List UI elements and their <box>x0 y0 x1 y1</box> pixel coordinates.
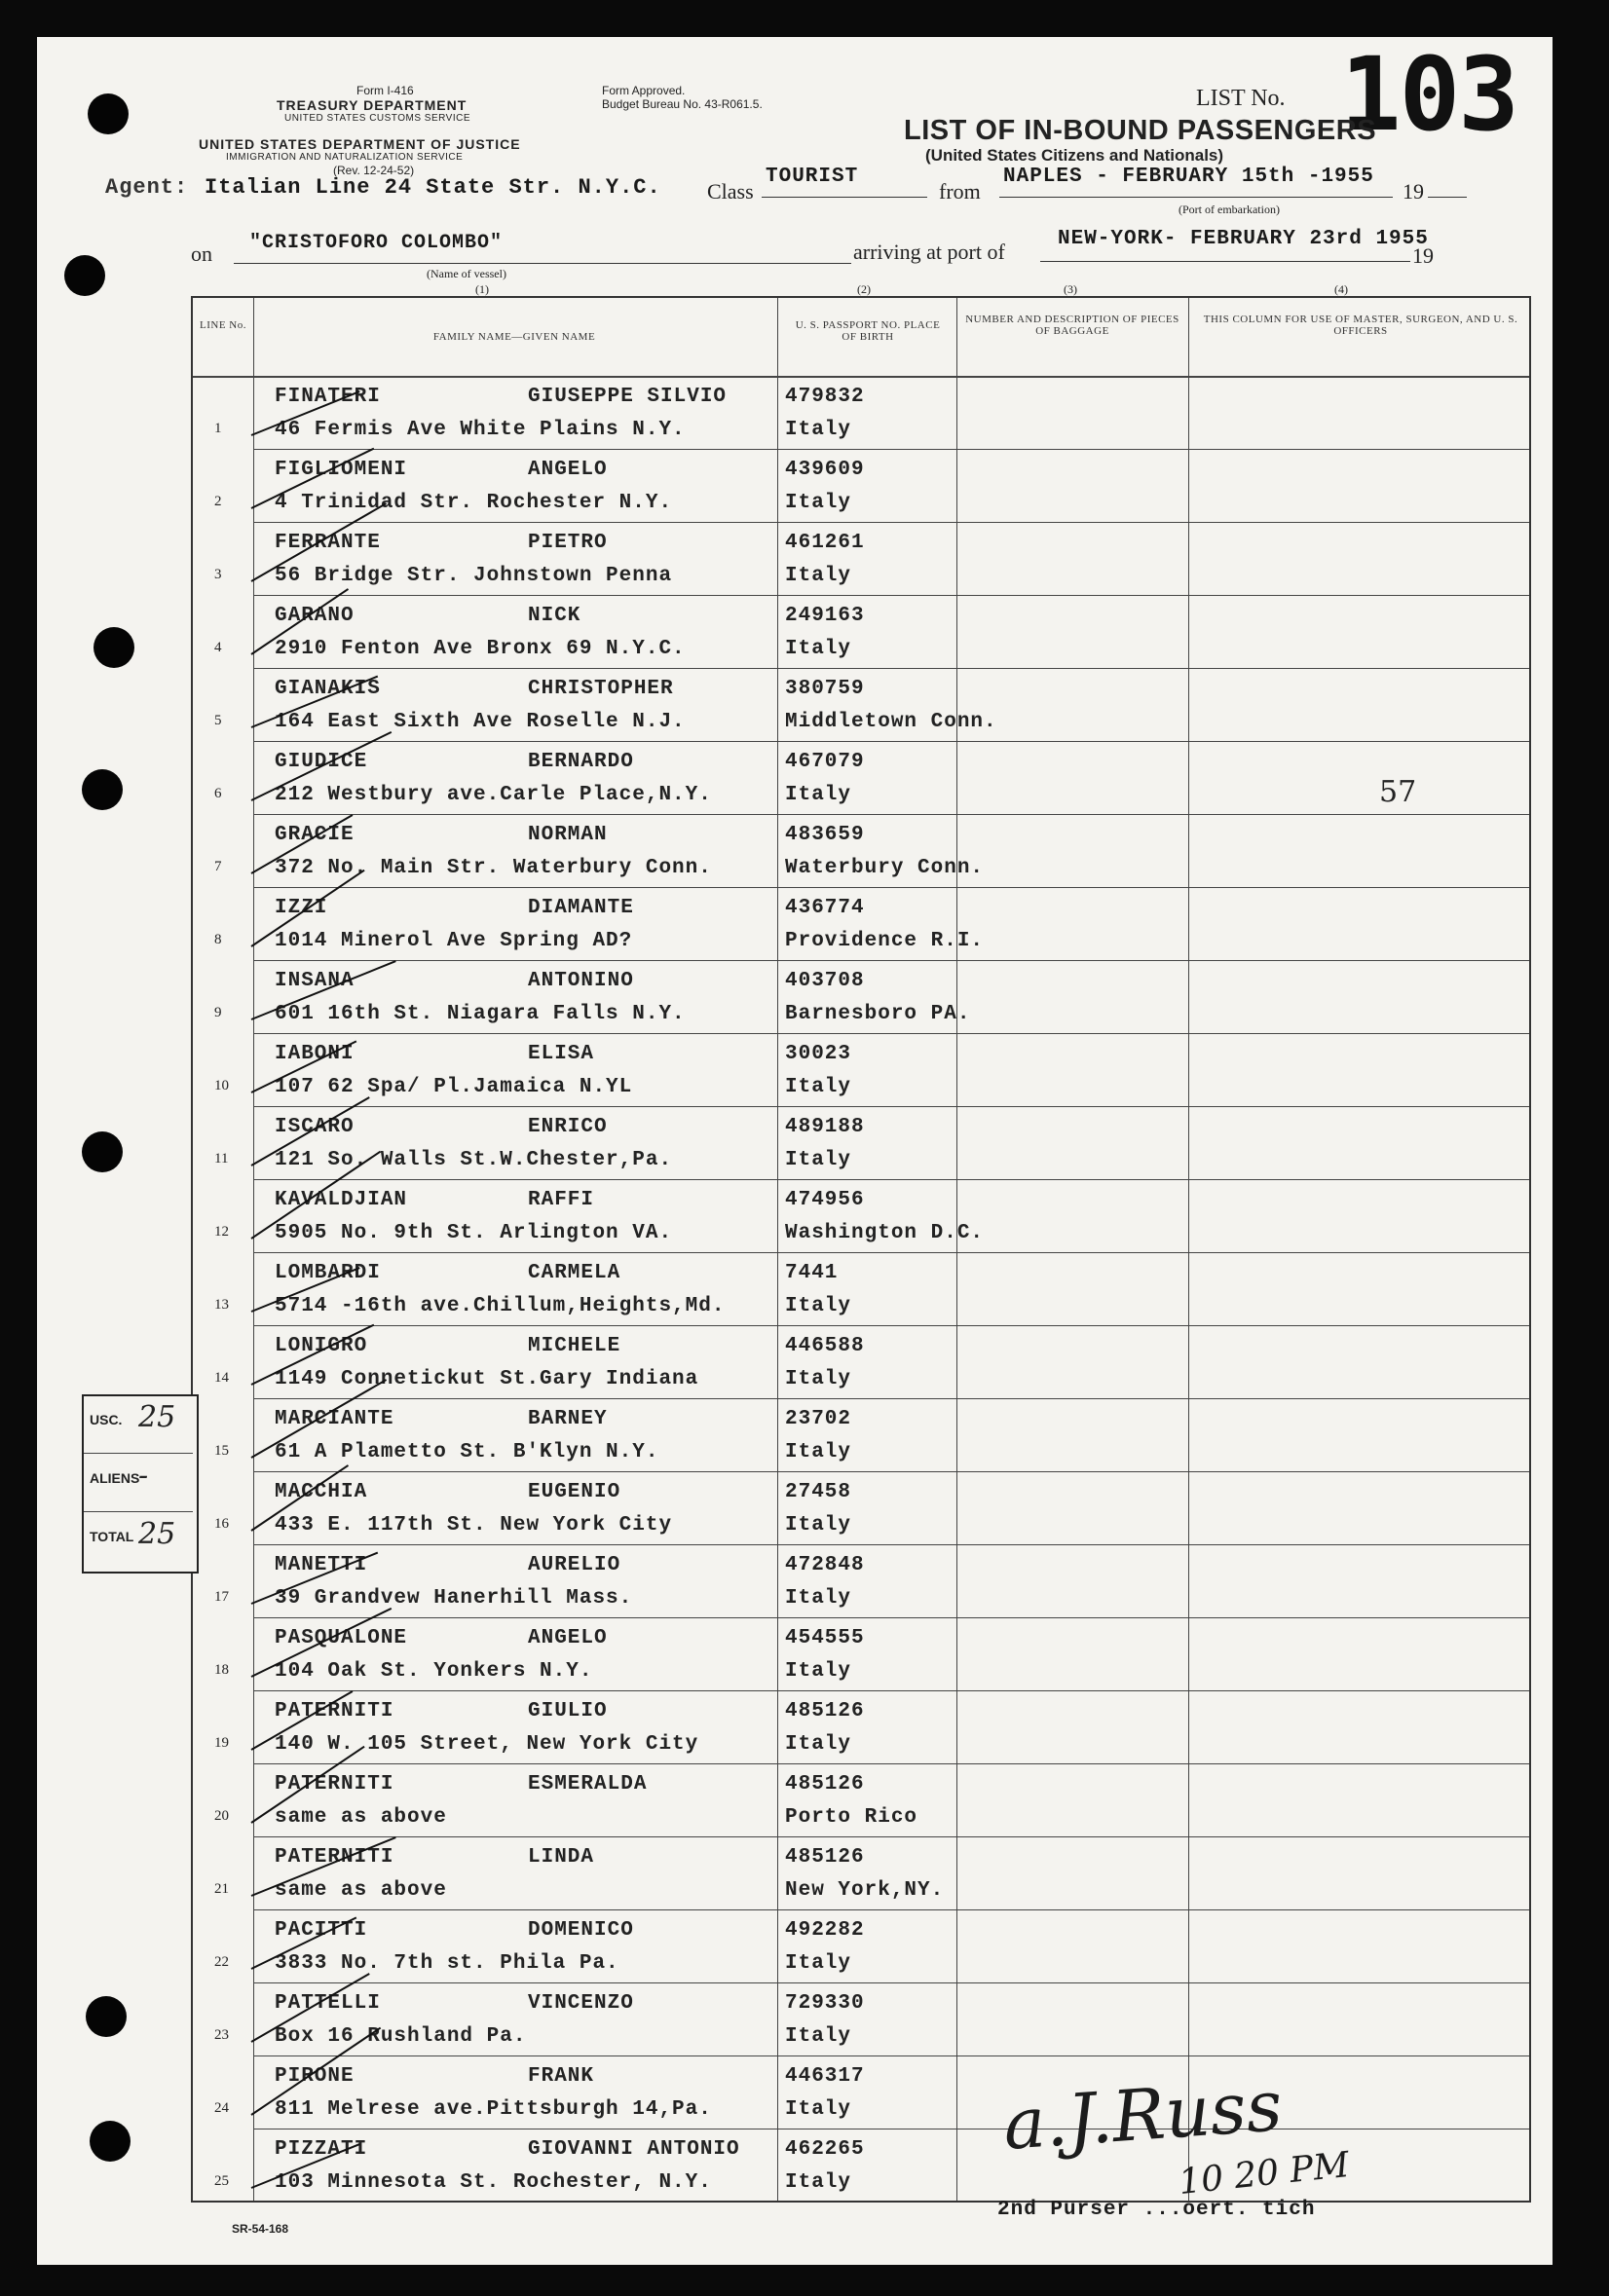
place-of-birth: Italy <box>785 1368 852 1390</box>
passport-number: 474956 <box>785 1189 865 1211</box>
passport-number: 27458 <box>785 1481 852 1503</box>
tally-row-usc <box>84 1396 193 1454</box>
col-divider <box>777 298 778 2201</box>
purser-signature-line: 2nd Purser ...oert. tich <box>997 2199 1316 2221</box>
home-address: 2910 Fenton Ave Bronx 69 N.Y.C. <box>275 638 686 660</box>
row-divider <box>253 1544 1529 1545</box>
family-name: KAVALDJIAN <box>275 1189 408 1211</box>
line-number: 4 <box>214 640 222 655</box>
family-name: LOMBARDI <box>275 1262 381 1284</box>
passport-number: 380759 <box>785 678 865 700</box>
line-number: 20 <box>214 1808 229 1824</box>
row-divider <box>253 1179 1529 1180</box>
list-label: LIST No. <box>1196 86 1286 111</box>
on-label: on <box>191 241 212 266</box>
given-name: LINDA <box>528 1846 595 1869</box>
given-name: RAFFI <box>528 1189 595 1211</box>
arriving-label: arriving at port of <box>853 240 1005 264</box>
place-of-birth: Italy <box>785 1660 852 1683</box>
home-address: 140 W. 105 Street, New York City <box>275 1733 699 1756</box>
family-name: PASQUALONE <box>275 1627 408 1649</box>
family-name: FINATERI <box>275 386 381 408</box>
home-address: 811 Melrese ave.Pittsburgh 14,Pa. <box>275 2098 712 2121</box>
agent-value: Italian Line 24 State Str. N.Y.C. <box>205 175 661 200</box>
home-address: 107 62 Spa/ Pl.Jamaica N.YL <box>275 1076 633 1098</box>
place-of-birth: Italy <box>785 1952 852 1975</box>
tally-row-total <box>84 1513 193 1570</box>
place-of-birth: Italy <box>785 784 852 806</box>
row-divider <box>253 1909 1529 1910</box>
passport-number: 446588 <box>785 1335 865 1357</box>
agent-label: Agent: <box>105 175 189 200</box>
line-number: 14 <box>214 1370 229 1386</box>
officer-note: 57 <box>1379 775 1417 809</box>
given-name: EUGENIO <box>528 1481 621 1503</box>
col-divider <box>1188 298 1189 2201</box>
family-name: GIUDICE <box>275 751 368 773</box>
row-divider <box>253 814 1529 815</box>
col-num-3: (3) <box>1064 282 1077 296</box>
family-name: FIGLIOMENI <box>275 459 408 481</box>
signature-time: 10 20 PM <box>1177 2144 1352 2203</box>
passenger-table <box>191 296 1531 2203</box>
header-divider <box>193 376 1529 378</box>
line-number: 12 <box>214 1224 229 1240</box>
given-name: ESMERALDA <box>528 1773 648 1796</box>
home-address: 1149 Connetickut St.Gary Indiana <box>275 1368 699 1390</box>
place-of-birth: Italy <box>785 1733 852 1756</box>
passport-number: 446317 <box>785 2065 865 2088</box>
tally-stamp <box>82 1394 199 1574</box>
place-of-birth: Italy <box>785 565 852 587</box>
row-divider <box>253 960 1529 961</box>
family-name: PATERNITI <box>275 1773 394 1796</box>
row-divider <box>253 668 1529 669</box>
family-name: PATERNITI <box>275 1846 394 1869</box>
home-address: 46 Fermis Ave White Plains N.Y. <box>275 419 686 441</box>
col-divider <box>253 298 254 2201</box>
row-divider <box>253 1836 1529 1837</box>
given-name: DIAMANTE <box>528 897 634 919</box>
arriving-value: NEW-YORK- FEBRUARY 23rd 1955 <box>1058 228 1429 250</box>
home-address: 212 Westbury ave.Carle Place,N.Y. <box>275 784 712 806</box>
line-number: 6 <box>214 786 222 801</box>
passport-number: 485126 <box>785 1773 865 1796</box>
home-address: 164 East Sixth Ave Roselle N.J. <box>275 711 686 733</box>
place-of-birth: Italy <box>785 1587 852 1610</box>
treasury-dept: TREASURY DEPARTMENT <box>277 97 468 113</box>
family-name: ISCARO <box>275 1116 355 1138</box>
line-number: 9 <box>214 1005 222 1020</box>
line-number: 18 <box>214 1662 229 1678</box>
passport-number: 439609 <box>785 459 865 481</box>
vessel-underline <box>234 263 851 264</box>
place-of-birth: Italy <box>785 2025 852 2048</box>
home-address: 5905 No. 9th St. Arlington VA. <box>275 1222 673 1244</box>
tally-usc-label: USC. <box>90 1412 123 1427</box>
place-of-birth: Italy <box>785 2098 852 2121</box>
given-name: MICHELE <box>528 1335 621 1357</box>
given-name: VINCENZO <box>528 1992 634 2015</box>
family-name: MARCIANTE <box>275 1408 394 1430</box>
place-of-birth: Washington D.C. <box>785 1222 985 1244</box>
given-name: PIETRO <box>528 532 608 554</box>
officer-signature: a.J.Russ <box>1000 2064 1286 2166</box>
place-of-birth: Italy <box>785 1149 852 1171</box>
binder-hole <box>82 769 123 810</box>
given-name: FRANK <box>528 2065 595 2088</box>
line-number: 3 <box>214 567 222 582</box>
line-number: 13 <box>214 1297 229 1313</box>
home-address: 56 Bridge Str. Johnstown Penna <box>275 565 673 587</box>
family-name: GIANAKIS <box>275 678 381 700</box>
place-of-birth: New York,NY. <box>785 1879 945 1902</box>
home-address: 104 Oak St. Yonkers N.Y. <box>275 1660 593 1683</box>
place-of-birth: Barnesboro PA. <box>785 1003 971 1025</box>
footer-code: SR-54-168 <box>232 2222 289 2236</box>
class-value: TOURIST <box>766 166 859 188</box>
from-value: NAPLES - FEBRUARY 15th -1955 <box>1003 166 1374 188</box>
given-name: ANTONINO <box>528 970 634 992</box>
place-of-birth: Italy <box>785 1076 852 1098</box>
family-name: PIRONE <box>275 2065 355 2088</box>
line-number: 16 <box>214 1516 229 1532</box>
arriving-underline <box>1040 261 1410 262</box>
passport-number: 461261 <box>785 532 865 554</box>
given-name: ELISA <box>528 1043 595 1065</box>
binder-hole <box>82 1131 123 1172</box>
home-address: 61 A Plametto St. B'Klyn N.Y. <box>275 1441 659 1463</box>
row-divider <box>253 522 1529 523</box>
given-name: ANGELO <box>528 459 608 481</box>
passport-number: 479832 <box>785 386 865 408</box>
line-number: 17 <box>214 1589 229 1605</box>
line-number: 22 <box>214 1954 229 1970</box>
line-number: 24 <box>214 2100 229 2116</box>
document-subtitle: (United States Citizens and Nationals) <box>925 146 1224 165</box>
family-name: PACITTI <box>275 1919 368 1942</box>
row-divider <box>253 887 1529 888</box>
tally-row-aliens <box>84 1455 193 1512</box>
row-divider <box>253 1398 1529 1399</box>
home-address: same as above <box>275 1806 447 1829</box>
given-name: CHRISTOPHER <box>528 678 674 700</box>
place-of-birth: Italy <box>785 1295 852 1317</box>
row-divider <box>253 1252 1529 1253</box>
binder-hole <box>90 2121 131 2162</box>
row-divider <box>253 1106 1529 1107</box>
line-number: 10 <box>214 1078 229 1093</box>
line-number: 19 <box>214 1735 229 1751</box>
tally-aliens-value: - <box>138 1459 149 1493</box>
passport-number: 436774 <box>785 897 865 919</box>
line-number: 11 <box>214 1151 229 1167</box>
home-address: 1014 Minerol Ave Spring AD? <box>275 930 633 952</box>
class-underline <box>762 197 927 198</box>
home-address: 121 So. Walls St.W.Chester,Pa. <box>275 1149 673 1171</box>
given-name: NORMAN <box>528 824 608 846</box>
place-of-birth: Waterbury Conn. <box>785 857 985 879</box>
tally-aliens-label: ALIENS <box>90 1470 140 1486</box>
row-divider <box>253 449 1529 450</box>
family-name: IABONI <box>275 1043 355 1065</box>
binder-hole <box>94 627 134 668</box>
passport-number: 729330 <box>785 1992 865 2015</box>
row-divider <box>253 1763 1529 1764</box>
passport-number: 403708 <box>785 970 865 992</box>
given-name: AURELIO <box>528 1554 621 1576</box>
row-divider <box>253 595 1529 596</box>
home-address: 39 Grandvew Hanerhill Mass. <box>275 1587 633 1610</box>
place-of-birth: Italy <box>785 2171 852 2194</box>
family-name: MANETTI <box>275 1554 368 1576</box>
row-divider <box>253 741 1529 742</box>
row-divider <box>253 1325 1529 1326</box>
family-name: FERRANTE <box>275 532 381 554</box>
form-revision: (Rev. 12-24-52) <box>333 164 415 177</box>
list-number: 103 <box>1340 35 1517 154</box>
home-address: 103 Minnesota St. Rochester, N.Y. <box>275 2171 712 2194</box>
home-address: 3833 No. 7th st. Phila Pa. <box>275 1952 619 1975</box>
year-underline <box>1428 197 1467 198</box>
row-divider <box>253 1471 1529 1472</box>
place-of-birth: Italy <box>785 1441 852 1463</box>
given-name: CARMELA <box>528 1262 621 1284</box>
family-name: PATERNITI <box>275 1700 394 1722</box>
family-name: PATTELLI <box>275 1992 381 2015</box>
line-number: 2 <box>214 494 222 509</box>
home-address: 601 16th St. Niagara Falls N.Y. <box>275 1003 686 1025</box>
binder-hole <box>86 1996 127 2037</box>
tally-total-value: 25 <box>138 1517 176 1551</box>
tally-usc-value: 25 <box>138 1400 176 1434</box>
from-underline <box>999 197 1393 198</box>
passport-number: 249163 <box>785 605 865 627</box>
line-number: 23 <box>214 2027 229 2043</box>
customs-service: UNITED STATES CUSTOMS SERVICE <box>284 113 471 124</box>
given-name: BERNARDO <box>528 751 634 773</box>
passport-number: 483659 <box>785 824 865 846</box>
ins-service: IMMIGRATION AND NATURALIZATION SERVICE <box>226 152 464 163</box>
class-label: Class <box>707 179 754 204</box>
family-name: INSANA <box>275 970 355 992</box>
row-divider <box>253 1690 1529 1691</box>
form-approved: Form Approved. <box>602 84 686 97</box>
header-officers: THIS COLUMN FOR USE OF MASTER, SURGEON, AND U. S. OFFICERS <box>1203 314 1518 337</box>
line-number: 5 <box>214 713 222 728</box>
row-divider <box>253 1982 1529 1983</box>
given-name: DOMENICO <box>528 1919 634 1942</box>
from-label: from <box>939 179 981 204</box>
given-name: BARNEY <box>528 1408 608 1430</box>
document-title: LIST OF IN-BOUND PASSENGERS <box>904 115 1377 146</box>
place-of-birth: Italy <box>785 638 852 660</box>
home-address: 4 Trinidad Str. Rochester N.Y. <box>275 492 673 514</box>
line-number: 21 <box>214 1881 229 1897</box>
budget-bureau: Budget Bureau No. 43-R061.5. <box>602 97 763 111</box>
place-of-birth: Providence R.I. <box>785 930 985 952</box>
passport-number: 467079 <box>785 751 865 773</box>
family-name: GRACIE <box>275 824 355 846</box>
passport-number: 485126 <box>785 1700 865 1722</box>
passport-number: 30023 <box>785 1043 852 1065</box>
tally-total-label: TOTAL <box>90 1529 134 1544</box>
binder-hole <box>88 93 129 134</box>
family-name: LONIGRO <box>275 1335 368 1357</box>
passport-number: 472848 <box>785 1554 865 1576</box>
binder-hole <box>64 255 105 296</box>
line-number: 7 <box>214 859 222 874</box>
passport-number: 492282 <box>785 1919 865 1942</box>
passport-number: 7441 <box>785 1262 839 1284</box>
home-address: 433 E. 117th St. New York City <box>275 1514 673 1537</box>
home-address: 372 No. Main Str. Waterbury Conn. <box>275 857 712 879</box>
col-num-1: (1) <box>475 282 489 296</box>
embark-note: (Port of embarkation) <box>1179 203 1280 216</box>
place-of-birth: Italy <box>785 492 852 514</box>
year-prefix-2: 19 <box>1412 243 1434 268</box>
justice-dept: UNITED STATES DEPARTMENT OF JUSTICE <box>199 136 521 152</box>
passport-number: 489188 <box>785 1116 865 1138</box>
header-baggage: NUMBER AND DESCRIPTION OF PIECES OF BAGGAGE <box>965 314 1179 337</box>
vessel-note: (Name of vessel) <box>427 267 506 280</box>
given-name: ANGELO <box>528 1627 608 1649</box>
passport-number: 485126 <box>785 1846 865 1869</box>
given-name: ENRICO <box>528 1116 608 1138</box>
home-address: 5714 -16th ave.Chillum,Heights,Md. <box>275 1295 726 1317</box>
home-address: Box 16 Rushland Pa. <box>275 2025 527 2048</box>
passport-number: 462265 <box>785 2138 865 2161</box>
passport-number: 454555 <box>785 1627 865 1649</box>
family-name: PIZZATI <box>275 2138 368 2161</box>
home-address: same as above <box>275 1879 447 1902</box>
header-passport: U. S. PASSPORT NO. PLACE OF BIRTH <box>795 319 941 343</box>
family-name: GARANO <box>275 605 355 627</box>
col-num-2: (2) <box>857 282 871 296</box>
line-number: 15 <box>214 1443 229 1459</box>
place-of-birth: Porto Rico <box>785 1806 918 1829</box>
line-number: 25 <box>214 2173 229 2189</box>
header-line-no: LINE No. <box>200 319 246 331</box>
line-number: 1 <box>214 421 222 436</box>
row-divider <box>253 1617 1529 1618</box>
family-name: MACCHIA <box>275 1481 368 1503</box>
passport-number: 23702 <box>785 1408 852 1430</box>
given-name: GIULIO <box>528 1700 608 1722</box>
col-num-4: (4) <box>1334 282 1348 296</box>
place-of-birth: Italy <box>785 419 852 441</box>
given-name: GIOVANNI ANTONIO <box>528 2138 740 2161</box>
row-divider <box>253 2055 1529 2056</box>
given-name: NICK <box>528 605 581 627</box>
family-name: IZZI <box>275 897 328 919</box>
year-prefix: 19 <box>1403 179 1424 204</box>
col-divider <box>956 298 957 2201</box>
form-number: Form I-416 <box>356 84 414 97</box>
place-of-birth: Italy <box>785 1514 852 1537</box>
vessel-name: "CRISTOFORO COLOMBO" <box>249 232 504 254</box>
place-of-birth: Middletown Conn. <box>785 711 997 733</box>
given-name: GIUSEPPE SILVIO <box>528 386 728 408</box>
line-number: 8 <box>214 932 222 947</box>
row-divider <box>253 1033 1529 1034</box>
header-name: FAMILY NAME—GIVEN NAME <box>432 331 596 343</box>
